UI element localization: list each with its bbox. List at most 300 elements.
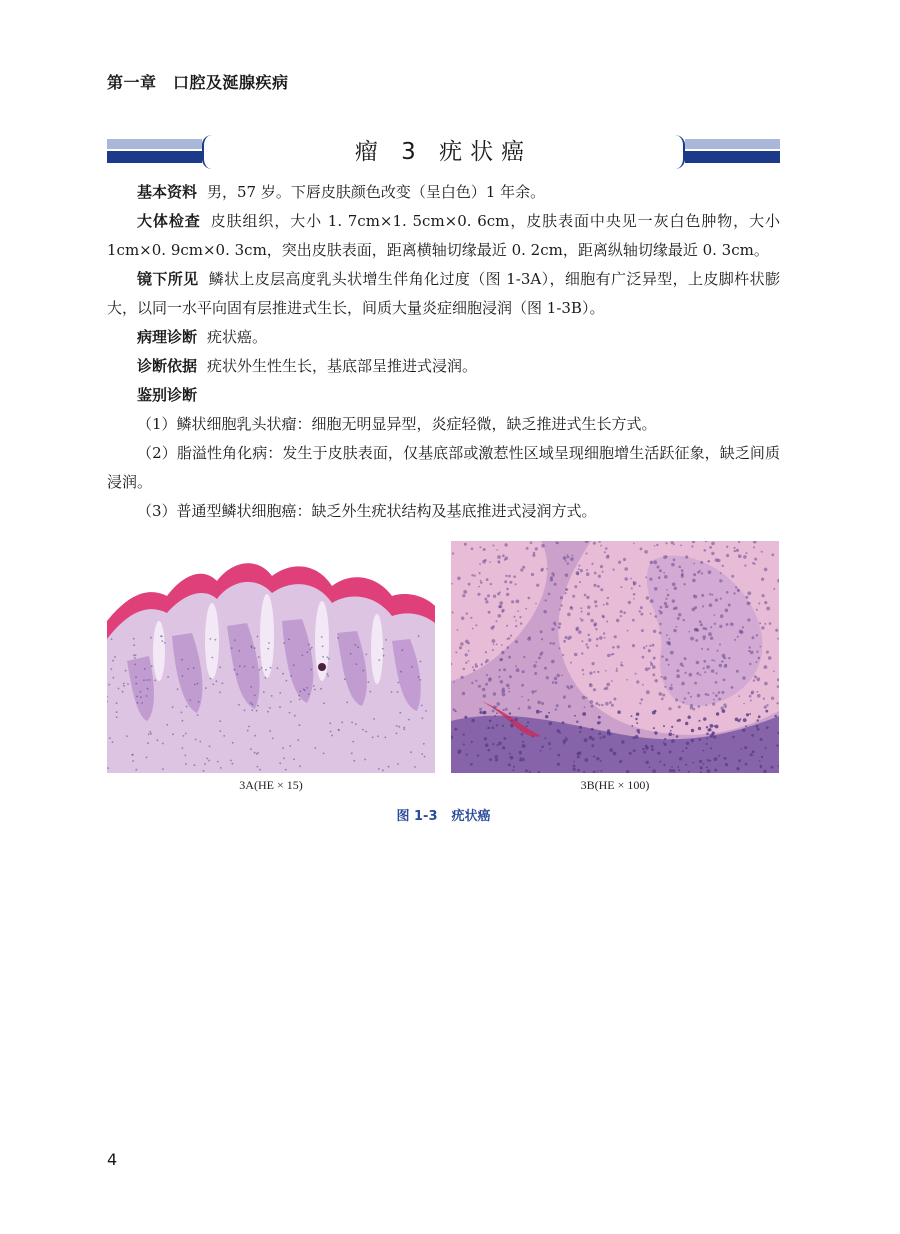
nucleus-dot [668,732,672,736]
nucleus-dot [535,603,537,605]
nucleus-dot [211,657,213,659]
nucleus-dot [593,755,595,757]
nucleus-dot [232,763,234,765]
nucleus-dot [522,670,525,673]
nucleus-dot [722,660,724,662]
nucleus-dot [497,744,499,746]
nucleus-dot [598,704,600,706]
nucleus-dot [763,698,765,700]
nucleus-dot [269,707,271,709]
nucleus-dot [580,618,582,620]
nucleus-dot [705,704,707,706]
nucleus-dot [302,655,304,657]
nucleus-dot [549,722,553,726]
nucleus-dot [693,708,696,711]
nucleus-dot [536,584,539,587]
nucleus-dot [506,638,508,640]
nucleus-dot [508,688,510,690]
nucleus-dot [383,655,385,657]
nucleus-dot [479,572,481,574]
nucleus-dot [580,607,582,609]
nucleus-dot [620,610,623,613]
nucleus-dot [728,657,730,659]
nucleus-dot [486,674,488,676]
nucleus-dot [510,635,512,637]
nucleus-dot [516,668,520,672]
nucleus-dot [522,741,524,743]
nucleus-dot [606,555,610,559]
nucleus-dot [658,610,660,612]
nucleus-dot [479,711,482,714]
nucleus-dot [149,731,151,733]
nucleus-dot [743,703,745,705]
subcaption-3b: 3B(HE × 100) [580,778,650,792]
nucleus-dot [703,763,705,765]
nucleus-dot [761,626,764,629]
nucleus-dot [744,746,747,749]
nucleus-dot [485,683,488,686]
nucleus-dot [532,554,535,557]
nucleus-dot [726,623,729,626]
nucleus-dot [475,624,477,626]
nucleus-dot [250,748,252,750]
micrograph-3b-image [451,541,779,773]
nucleus-dot [703,717,706,720]
nucleus-dot [595,628,597,630]
nucleus-dot [576,571,580,575]
nucleus-dot [751,692,753,694]
nucleus-dot [706,726,708,728]
nucleus-dot [286,680,288,682]
nucleus-dot [559,609,561,611]
nucleus-dot [649,766,651,768]
subcaption-3a: 3A(HE × 15) [239,778,303,792]
nucleus-dot [585,758,589,762]
nucleus-dot [685,747,687,749]
nucleus-dot [738,541,740,543]
nucleus-dot [709,603,713,607]
nucleus-dot [719,664,722,667]
nucleus-dot [719,625,722,628]
nucleus-dot [678,706,681,709]
nucleus-dot [460,642,464,646]
nucleus-dot [496,620,498,622]
differential-item: （2）脂溢性角化病：发生于皮肤表面，仅基底部或激惹性区域呈现细胞增生活跃征象，缺乏间质浸润。 [107,444,780,491]
nucleus-dot [723,679,726,682]
nucleus-dot [299,691,301,693]
nucleus-dot [186,706,188,708]
nucleus-dot [146,679,148,681]
nucleus-dot [650,613,652,615]
nucleus-dot [764,665,768,669]
nucleus-dot [690,637,694,641]
nucleus-dot [719,579,722,582]
nucleus-dot [455,711,457,713]
nucleus-dot [511,720,513,722]
nucleus-dot [496,549,498,551]
nucleus-dot [623,558,626,561]
nucleus-dot [685,764,687,766]
nucleus-dot [540,711,542,713]
nucleus-dot [732,736,735,739]
nucleus-dot [775,715,777,717]
nucleus-dot [378,659,380,661]
nucleus-dot [146,695,148,697]
nucleus-dot [506,684,510,688]
nucleus-dot [263,691,265,693]
nucleus-dot [756,609,758,611]
nucleus-dot [613,752,617,756]
nucleus-dot [693,573,696,576]
nucleus-dot [577,769,580,772]
nucleus-dot [585,643,587,645]
nucleus-dot [451,583,453,585]
nucleus-dot [541,638,543,640]
nucleus-dot [182,747,184,749]
nucleus-dot [484,598,487,601]
nucleus-dot [671,726,673,728]
nucleus-dot [618,561,621,564]
nucleus-dot [418,676,420,678]
nucleus-dot [759,646,761,648]
nucleus-dot [114,656,116,658]
nucleus-dot [398,682,400,684]
nucleus-dot [498,742,502,746]
nucleus-dot [499,601,503,605]
nucleus-dot [112,677,114,679]
nucleus-dot [608,732,611,735]
nucleus-dot [632,619,635,622]
case-title-banner [107,135,780,169]
nucleus-dot [663,725,665,727]
nucleus-dot [740,718,742,720]
nucleus-dot [532,736,534,738]
nucleus-dot [756,661,758,663]
nucleus-dot [362,670,364,672]
nucleus-dot [492,639,496,643]
nucleus-dot [580,569,583,572]
nucleus-dot [541,569,543,571]
nucleus-dot [609,748,613,752]
nucleus-dot [112,741,114,743]
nucleus-dot [666,589,668,591]
nucleus-dot [613,698,616,701]
nucleus-dot [724,757,727,760]
nucleus-dot [666,641,669,644]
nucleus-dot [505,557,508,560]
nucleus-dot [593,584,596,587]
nucleus-dot [711,552,714,555]
nucleus-dot [693,595,695,597]
nucleus-dot [751,734,754,737]
nucleus-dot [622,665,624,667]
nucleus-dot [759,622,761,624]
nucleus-dot [505,708,508,711]
nucleus-dot [714,769,717,772]
nucleus-dot [525,608,527,610]
nucleus-dot [546,568,548,570]
nucleus-dot [558,626,561,629]
nucleus-dot [676,735,679,738]
nucleus-dot [314,747,316,749]
nucleus-dot [709,593,711,595]
nucleus-dot [486,659,489,662]
nucleus-dot [489,758,492,761]
nucleus-dot [771,554,774,557]
nucleus-dot [678,613,681,616]
nucleus-dot [187,668,189,670]
nucleus-dot [733,592,735,594]
section-microscopy [107,265,780,323]
nucleus-dot [656,544,658,546]
nucleus-dot [232,742,234,744]
nucleus-dot [753,546,755,548]
nucleus-dot [544,667,547,670]
nucleus-dot [464,716,467,719]
nucleus-dot [746,713,749,716]
nucleus-dot [707,759,709,761]
nucleus-dot [625,577,628,580]
nucleus-dot [355,723,357,725]
nucleus-dot [506,625,508,627]
nucleus-dot [630,578,632,580]
nucleus-dot [479,708,482,711]
nucleus-dot [288,638,290,640]
nucleus-dot [748,650,750,652]
nucleus-dot [322,656,324,658]
nucleus-dot [563,556,567,560]
nucleus-dot [521,758,524,761]
nucleus-dot [631,725,633,727]
nucleus-dot [397,691,399,693]
nucleus-dot [589,672,592,675]
nucleus-dot [715,725,719,729]
section-differential [107,381,780,410]
nucleus-dot [452,552,454,554]
nucleus-dot [238,704,240,706]
nucleus-dot [632,644,635,647]
nucleus-dot [659,623,661,625]
nucleus-dot [136,696,138,698]
nucleus-dot [462,692,465,695]
nucleus-dot [583,673,585,675]
nucleus-dot [270,667,272,669]
nucleus-dot [736,549,739,552]
nucleus-dot [705,693,708,696]
nucleus-dot [529,771,531,773]
nucleus-dot [715,694,718,697]
nucleus-dot [147,688,149,690]
nucleus-dot [351,722,353,724]
nucleus-dot [747,591,751,595]
nucleus-dot [596,645,598,647]
figure-title: 疣状癌 [451,809,491,824]
nucleus-dot [483,711,486,714]
nucleus-dot [123,685,125,687]
nucleus-dot [479,563,481,565]
nucleus-dot [612,646,615,649]
nucleus-dot [538,657,541,660]
nucleus-dot [109,737,111,739]
nucleus-dot [628,601,631,604]
nucleus-dot [658,576,661,579]
nucleus-dot [601,770,603,772]
nucleus-dot [579,731,581,733]
nucleus-dot [699,738,702,741]
nucleus-dot [713,692,715,694]
nucleus-dot [522,744,526,748]
nucleus-dot [652,711,656,715]
nucleus-dot [671,563,675,567]
nucleus-dot [362,729,364,731]
nucleus-dot [651,745,654,748]
nucleus-dot [182,720,184,722]
nucleus-dot [509,675,512,678]
nucleus-dot [760,766,762,768]
nucleus-dot [550,576,553,579]
nucleus-dot [659,761,661,763]
nucleus-dot [267,711,269,713]
nucleus-dot [570,685,573,688]
nucleus-dot [161,636,163,638]
nucleus-dot [581,640,583,642]
nucleus-dot [702,605,704,607]
nucleus-dot [146,757,148,759]
nucleus-dot [708,570,712,574]
nucleus-dot [725,763,728,766]
nucleus-dot [279,692,281,694]
nucleus-dot [704,549,707,552]
case-title: 瘤 3 疣状癌 [202,135,685,169]
section-text: 疣状癌。 [207,328,268,346]
nucleus-dot [654,545,656,547]
nucleus-dot [576,628,579,631]
nucleus-dot [605,687,608,690]
nucleus-dot [671,541,674,544]
nucleus-dot [581,619,584,622]
nucleus-dot [396,733,398,735]
nucleus-dot [669,769,672,772]
nucleus-dot [771,697,774,700]
nucleus-dot [112,660,114,662]
nucleus-dot [726,591,729,594]
nucleus-dot [162,743,164,745]
nucleus-dot [396,725,398,727]
nucleus-dot [331,735,333,737]
nucleus-dot [636,680,639,683]
nucleus-dot [745,725,747,727]
nucleus-dot [764,568,768,572]
nucleus-dot [485,600,488,603]
nucleus-dot [257,705,259,707]
nucleus-dot [645,576,647,578]
nucleus-dot [289,712,291,714]
nucleus-dot [669,751,672,754]
nucleus-dot [652,673,655,676]
nucleus-dot [489,561,491,563]
nucleus-dot [327,675,329,677]
micrograph-3b [451,541,779,773]
nucleus-dot [649,645,651,647]
nucleus-dot [633,598,635,600]
nucleus-dot [586,569,588,571]
nucleus-dot [481,663,483,665]
nucleus-dot [626,679,628,681]
nucleus-dot [248,726,250,728]
nucleus-dot [735,586,737,588]
nucleus-dot [485,651,487,653]
nucleus-dot [602,571,604,573]
nucleus-dot [766,607,770,611]
nucleus-dot [531,573,534,576]
nucleus-dot [568,636,572,640]
nucleus-dot [385,639,387,641]
nucleus-dot [508,691,510,693]
nucleus-dot [548,712,550,714]
nucleus-dot [209,638,211,640]
nucleus-dot [650,561,653,564]
nucleus-dot [692,579,696,583]
nucleus-dot [471,741,473,743]
nucleus-dot [555,624,557,626]
nucleus-dot [185,733,187,735]
nucleus-dot [689,673,693,677]
nucleus-dot [765,710,768,713]
nucleus-dot [468,650,470,652]
nucleus-dot [534,672,537,675]
nucleus-dot [559,647,561,649]
nucleus-dot [494,715,496,717]
nucleus-dot [699,760,702,763]
nucleus-dot [712,703,715,706]
nucleus-dot [587,606,590,609]
nucleus-dot [473,669,475,671]
nucleus-dot [660,606,663,609]
nucleus-dot [508,763,511,766]
nucleus-dot [718,755,720,757]
nucleus-dot [636,713,639,716]
nucleus-dot [563,697,565,699]
nucleus-dot [422,717,424,719]
nucleus-dot [546,676,549,679]
nucleus-dot [719,644,721,646]
section-gross-exam [107,207,780,265]
nucleus-dot [616,670,618,672]
figure-caption [107,805,780,824]
nucleus-dot [711,542,715,546]
nucleus-dot [584,594,587,597]
nucleus-dot [644,550,648,554]
nucleus-dot [581,611,583,613]
nucleus-dot [369,691,371,693]
nucleus-dot [701,572,703,574]
nucleus-dot [596,638,599,641]
nucleus-dot [603,604,605,606]
nucleus-dot [646,690,650,694]
nucleus-dot [567,554,569,556]
nucleus-dot [135,676,137,678]
nucleus-dot [670,730,672,732]
nucleus-dot [685,555,688,558]
nucleus-dot [521,733,524,736]
nucleus-dot [601,704,603,706]
nucleus-dot [230,760,232,762]
nucleus-dot [613,569,615,571]
nucleus-dot [551,660,555,664]
nucleus-dot [181,659,183,661]
nucleus-dot [764,601,767,604]
nucleus-dot [329,722,331,724]
